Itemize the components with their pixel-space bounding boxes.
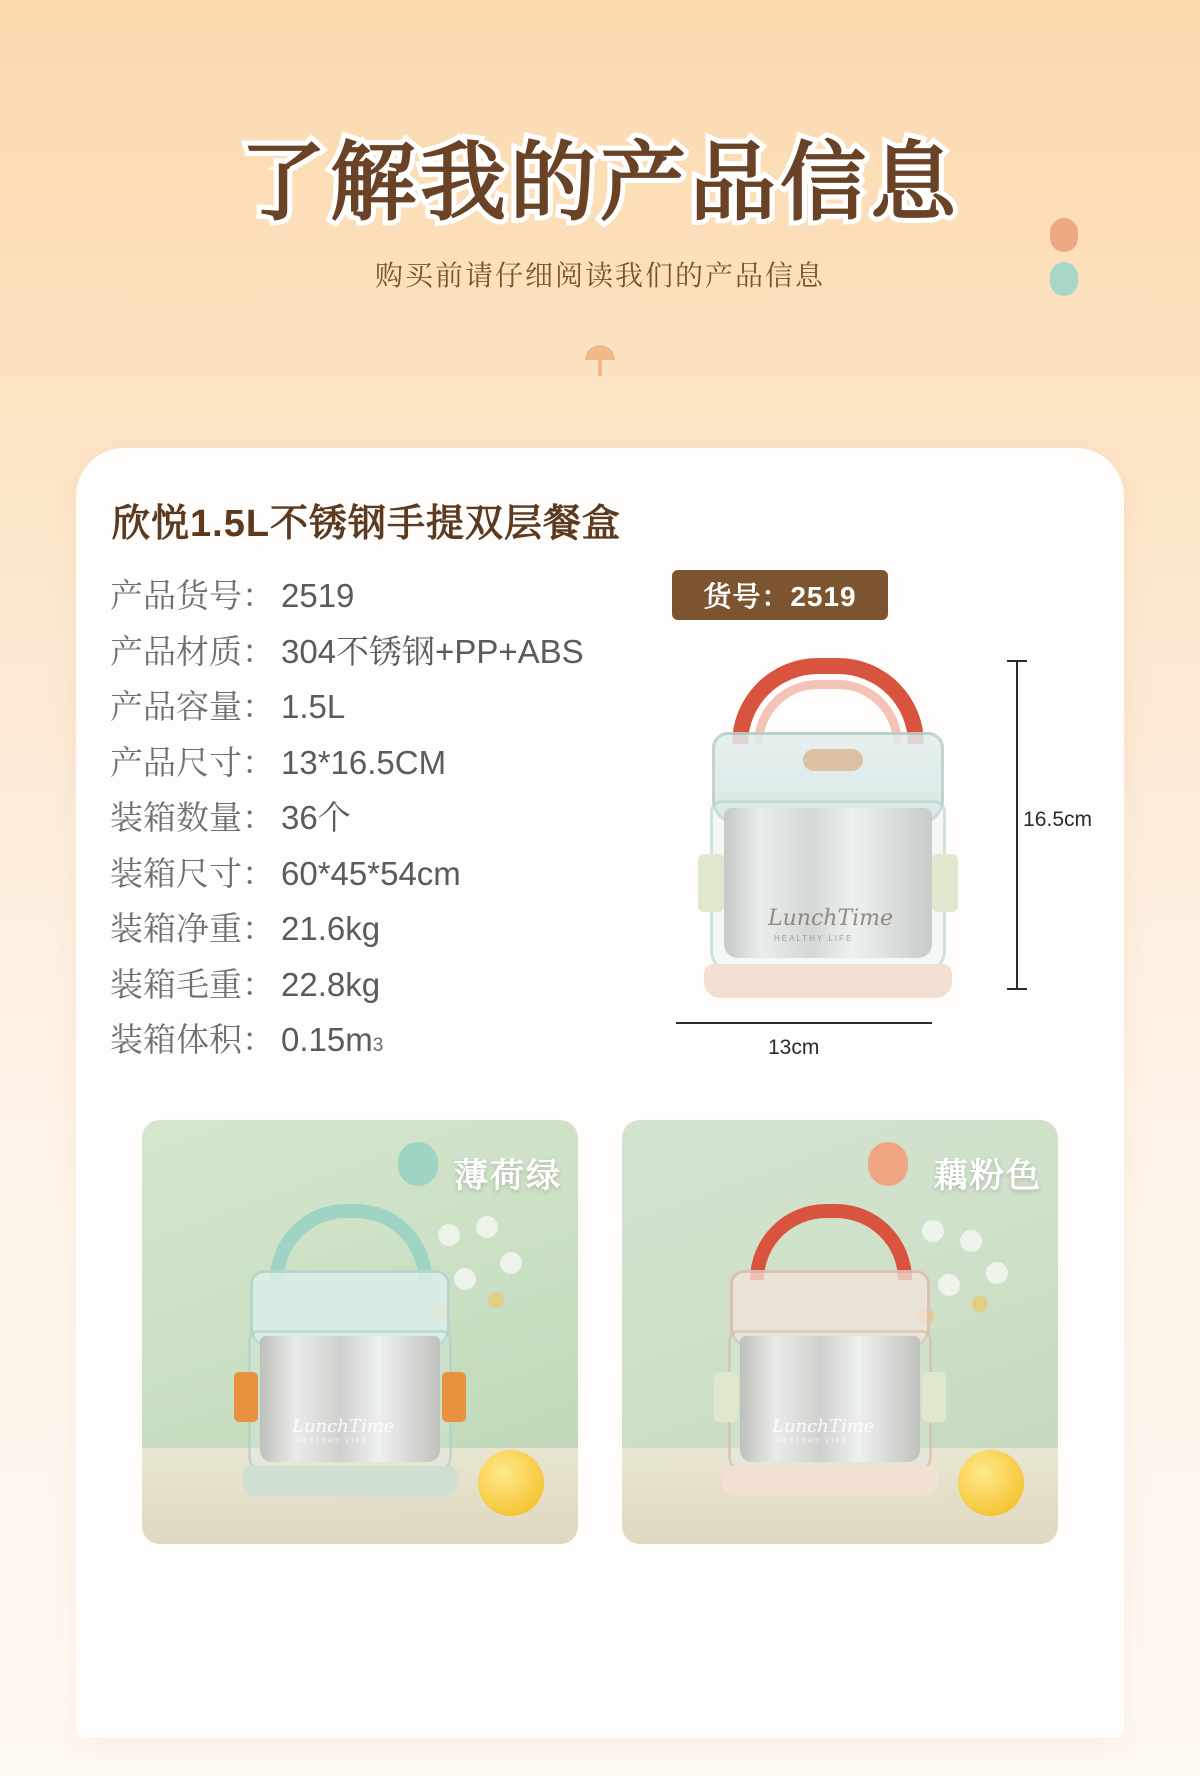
spec-label: 产品货号 [110,577,242,614]
photo-handle [750,1204,912,1280]
spec-colon: ： [242,743,275,781]
spec-value: 1.5L [281,688,346,726]
spec-colon: ： [242,577,275,614]
page-title: 了解我的产品信息 [240,133,960,233]
color-variant-label: 藕粉色 [934,1157,1042,1195]
spec-label: 装箱净重 [110,910,242,948]
color-variant-gallery [142,1120,1058,1544]
spec-label: 装箱体积 [110,1021,242,1059]
lemon-decor [958,1450,1024,1516]
product-card [76,448,1124,1738]
spec-row [110,963,670,1007]
spec-list [110,574,670,1074]
decorative-drop-mint [1050,262,1078,296]
spec-row [110,852,670,896]
spec-value: 0.15m [281,1021,373,1059]
spec-label: 产品容量 [110,688,242,726]
photo-clip-left [234,1372,258,1422]
photo-handle [270,1204,432,1280]
spec-label: 产品材质 [110,632,242,670]
spec-value: 21.6kg [281,910,381,948]
lunchbox-clip-right [932,854,958,912]
photo-outer-shell [728,1330,932,1478]
lunchbox-lid-knob [803,749,863,771]
spec-colon: ： [242,799,275,837]
lunchbox-graphic [698,658,958,1018]
product-title: 欣悦1.5L不锈钢手提双层餐盒 [112,503,622,545]
color-variant-label: 薄荷绿 [454,1157,562,1195]
brand-subtitle-label: HEALTHY LIFE [774,934,854,943]
spec-row [110,574,670,618]
lunchbox-base [704,964,952,998]
spec-colon: ： [242,1021,275,1059]
spec-colon: ： [242,854,275,892]
spec-colon: ： [242,632,275,670]
spec-label: 装箱数量 [110,799,242,837]
umbrella-icon [585,345,615,379]
spec-value: 36个 [281,799,351,837]
spec-colon: ： [242,688,275,726]
spec-row [110,685,670,729]
page-subtitle: 购买前请仔细阅读我们的产品信息 [374,260,825,291]
photo-base [722,1466,938,1496]
photo-base [242,1466,458,1496]
product-illustration [636,648,1096,1068]
spec-row [110,630,670,674]
lunchbox-outer-shell [710,800,946,976]
lunchbox-clip-left [698,854,724,912]
brand-script-label: LunchTime [768,906,894,931]
photo-clip-right [442,1372,466,1422]
spec-colon: ： [242,910,275,948]
spec-label: 装箱毛重 [110,965,242,1003]
spec-row [110,741,670,785]
lunchbox-photo-graphic [714,1204,946,1504]
spec-value: 13*16.5CM [281,743,447,781]
lemon-decor [478,1450,544,1516]
spec-row [110,907,670,951]
spec-label: 装箱尺寸 [110,854,242,892]
color-swatch-dot [398,1142,438,1186]
spec-label: 产品尺寸 [110,743,242,781]
spec-colon: ： [242,965,275,1003]
sku-badge: 货号：2519 [672,570,888,620]
photo-brand-subtitle: HEALTHY LIFE [776,1438,849,1445]
spec-value: 60*45*54cm [281,854,461,892]
spec-row [110,796,670,840]
spec-value-superscript: 3 [372,1035,384,1057]
photo-brand-subtitle: HEALTHY LIFE [296,1438,369,1445]
photo-brand-script: LunchTime [292,1416,395,1437]
spec-value: 2519 [281,577,355,614]
photo-clip-left [714,1372,738,1422]
photo-clip-right [922,1372,946,1422]
height-dimension-line [1016,660,1018,990]
spec-value: 304不锈钢+PP+ABS [281,632,584,670]
width-dimension-line [676,1022,932,1024]
photo-brand-script: LunchTime [772,1416,875,1437]
height-dimension-label: 16.5cm [1023,808,1092,831]
spec-row [110,1018,670,1062]
width-dimension-label: 13cm [768,1036,820,1059]
photo-variant-mint-green[interactable] [142,1120,578,1544]
decorative-drop-orange [1050,218,1078,252]
spec-value: 22.8kg [281,965,381,1003]
photo-variant-lotus-pink[interactable] [622,1120,1058,1544]
lunchbox-photo-graphic [234,1204,466,1504]
color-swatch-dot [868,1142,908,1186]
photo-outer-shell [248,1330,452,1478]
